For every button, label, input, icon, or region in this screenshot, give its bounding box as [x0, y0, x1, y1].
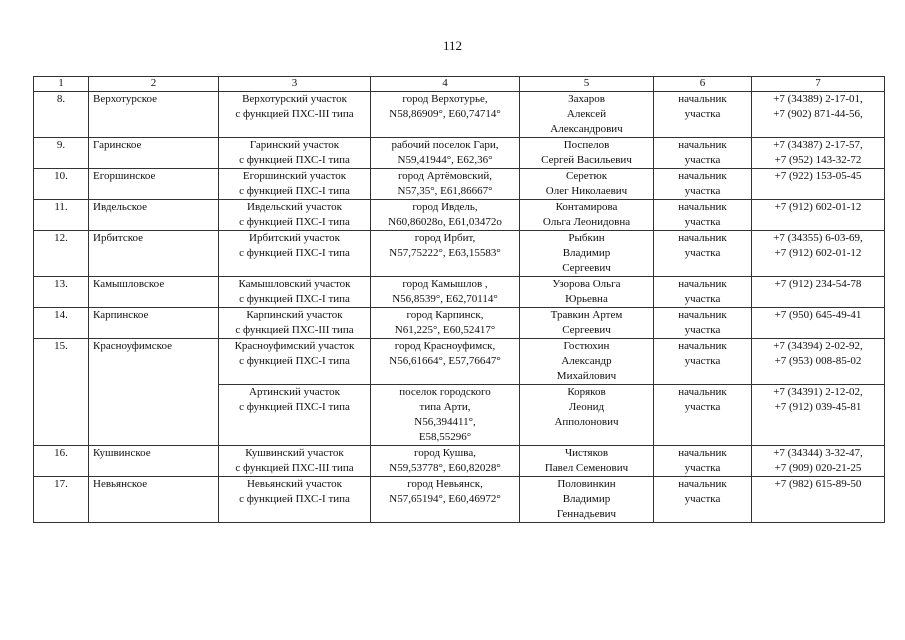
location-cell-line: город Ивдель, — [412, 201, 478, 213]
phone-cell-line: +7 (902) 871-44-56, — [773, 108, 863, 120]
unit-cell-line: с функцией ПХС-I типа — [239, 185, 350, 197]
unit-cell-line: с функцией ПХС-III типа — [235, 108, 354, 120]
district-cell: Карпинское — [89, 308, 219, 339]
person-cell-line: Сергеевич — [562, 324, 611, 336]
phone-cell-line: +7 (34391) 2-12-02, — [773, 386, 863, 398]
unit-cell — [219, 385, 371, 446]
person-cell-line: Александр — [561, 355, 612, 367]
table-row — [34, 138, 885, 169]
row-number-cell: 10. — [34, 169, 89, 200]
phone-cell-line: +7 (909) 020-21-25 — [774, 462, 862, 474]
location-cell-line: N56,8539°, E62,70114° — [392, 293, 498, 305]
person-cell-line: Александрович — [550, 123, 623, 135]
position-cell-line: участка — [684, 462, 721, 474]
unit-cell-line: Ивдельский участок — [247, 201, 342, 213]
position-cell-line: участка — [684, 355, 721, 367]
location-cell-line: N61,225°, E60,52417° — [394, 324, 496, 336]
unit-cell-line: Красноуфимский участок — [234, 340, 355, 352]
table-row — [34, 200, 885, 231]
phone-cell-line: +7 (34394) 2-02-92, — [773, 340, 863, 352]
location-cell-line: N59,53778°, E60,82028° — [389, 462, 501, 474]
person-cell — [520, 200, 654, 231]
phone-cell-line: +7 (982) 615-89-50 — [774, 478, 862, 490]
district-cell: Верхотурское — [89, 92, 219, 138]
person-cell-line: Чистяков — [564, 447, 609, 459]
location-cell-line: N57,35°, E61,86667° — [397, 185, 493, 197]
phone-cell — [752, 169, 885, 200]
person-cell-line: Узорова Ольга — [552, 278, 621, 290]
phone-cell — [752, 277, 885, 308]
location-cell-line: город Артёмовский, — [397, 170, 493, 182]
page-number: 112 — [442, 38, 463, 53]
phone-cell-line: +7 (922) 153-05-45 — [774, 170, 862, 182]
unit-cell-line: Кушвинский участок — [245, 447, 344, 459]
table-row — [34, 277, 885, 308]
table-row — [34, 446, 885, 477]
person-cell-line: Владимир — [562, 247, 611, 259]
district-cell: Егоршинское — [89, 169, 219, 200]
unit-cell-line: с функцией ПХС-I типа — [239, 493, 350, 505]
person-cell — [520, 138, 654, 169]
position-cell-line: начальник — [678, 139, 727, 151]
unit-cell-line: с функцией ПХС-I типа — [239, 154, 350, 166]
row-number-cell: 14. — [34, 308, 89, 339]
phone-cell — [752, 446, 885, 477]
location-cell — [371, 277, 520, 308]
person-cell-line: Сергей Васильевич — [541, 154, 632, 166]
phone-cell-line: +7 (912) 602-01-12 — [774, 247, 862, 259]
person-cell — [520, 308, 654, 339]
table-row — [34, 169, 885, 200]
district-cell: Гаринское — [89, 138, 219, 169]
phone-cell-line: +7 (912) 602-01-12 — [774, 201, 862, 213]
person-cell-line: Ольга Леонидовна — [542, 216, 631, 228]
district-cell: Невьянское — [89, 477, 219, 523]
position-cell — [654, 138, 752, 169]
person-cell-line: Серетюк — [565, 170, 608, 182]
person-cell — [520, 169, 654, 200]
position-cell-line: начальник — [678, 340, 727, 352]
person-cell-line: Владимир — [562, 493, 611, 505]
person-cell — [520, 277, 654, 308]
position-cell — [654, 446, 752, 477]
unit-cell — [219, 477, 371, 523]
unit-cell-line: Карпинский участок — [246, 309, 343, 321]
location-cell-line: город Красноуфимск, — [394, 340, 496, 352]
position-cell-line: начальник — [678, 478, 727, 490]
unit-cell — [219, 446, 371, 477]
row-number-cell: 12. — [34, 231, 89, 277]
phone-cell-line: +7 (34389) 2-17-01, — [773, 93, 863, 105]
person-cell-line: Гостюхин — [563, 340, 610, 352]
location-cell-line: город Кушва, — [414, 447, 476, 459]
header-cell: 1 — [34, 77, 89, 92]
person-cell — [520, 231, 654, 277]
location-cell — [371, 92, 520, 138]
district-cell: Красноуфимское — [89, 339, 219, 446]
position-cell — [654, 200, 752, 231]
unit-cell-line: с функцией ПХС-I типа — [239, 216, 350, 228]
table-row — [34, 231, 885, 277]
position-cell-line: начальник — [678, 201, 727, 213]
position-cell-line: участка — [684, 108, 721, 120]
phone-cell — [752, 477, 885, 523]
position-cell-line: участка — [684, 247, 721, 259]
table-row — [34, 477, 885, 523]
unit-cell-line: с функцией ПХС-III типа — [235, 324, 354, 336]
unit-cell-line: Камышловский участок — [238, 278, 351, 290]
location-cell — [371, 138, 520, 169]
position-cell-line: начальник — [678, 386, 727, 398]
phone-cell — [752, 308, 885, 339]
header-cell: 2 — [89, 77, 219, 92]
location-cell — [371, 385, 520, 446]
person-cell-line: Сергеевич — [562, 262, 611, 274]
row-number-cell: 8. — [34, 92, 89, 138]
person-cell-line: Травкин Артем — [550, 309, 623, 321]
district-cell: Ивдельское — [89, 200, 219, 231]
position-cell-line: участка — [684, 216, 721, 228]
header-cell: 5 — [520, 77, 654, 92]
location-cell-line: город Ирбит, — [414, 232, 476, 244]
district-cell: Ирбитское — [89, 231, 219, 277]
location-cell-line: город Верхотурье, — [402, 93, 488, 105]
person-cell-line: Коряков — [567, 386, 606, 398]
person-cell — [520, 477, 654, 523]
person-cell-line: Леонид — [568, 401, 605, 413]
position-cell-line: участка — [684, 324, 721, 336]
location-cell-line: рабочий поселок Гари, — [391, 139, 499, 151]
table-row — [34, 92, 885, 138]
location-cell-line: N58,86909°, E60,74714° — [389, 108, 501, 120]
unit-cell-line: Ирбитский участок — [249, 232, 340, 244]
table-row — [34, 339, 885, 385]
header-cell: 3 — [219, 77, 371, 92]
unit-cell-line: с функцией ПХС-I типа — [239, 293, 350, 305]
unit-cell — [219, 308, 371, 339]
row-number-cell: 9. — [34, 138, 89, 169]
phone-cell-line: +7 (34355) 6-03-69, — [773, 232, 863, 244]
location-cell-line: N57,75222°, E63,15583° — [389, 247, 501, 259]
phone-cell-line: +7 (912) 039-45-81 — [774, 401, 862, 413]
position-cell — [654, 169, 752, 200]
location-cell-line: город Карпинск, — [406, 309, 484, 321]
person-cell-line: Рыбкин — [568, 232, 605, 244]
person-cell-line: Алексей — [566, 108, 607, 120]
position-cell-line: начальник — [678, 447, 727, 459]
position-cell-line: участка — [684, 493, 721, 505]
unit-cell — [219, 169, 371, 200]
phone-cell-line: +7 (34344) 3-32-47, — [773, 447, 863, 459]
unit-cell-line: с функцией ПХС-I типа — [239, 355, 350, 367]
location-cell-line: N56,394411°, — [414, 416, 476, 428]
header-cell: 7 — [752, 77, 885, 92]
position-cell — [654, 92, 752, 138]
phone-cell-line: +7 (34387) 2-17-57, — [773, 139, 863, 151]
row-number-cell: 17. — [34, 477, 89, 523]
person-cell-line: Геннадьевич — [556, 508, 617, 520]
position-cell-line: участка — [684, 293, 721, 305]
unit-cell — [219, 200, 371, 231]
header-row — [34, 77, 885, 92]
person-cell-line: Юрьевна — [565, 293, 608, 305]
person-cell — [520, 339, 654, 385]
person-cell — [520, 385, 654, 446]
person-cell-line: Половинкин — [557, 478, 616, 490]
row-number-cell: 13. — [34, 277, 89, 308]
location-cell-line: N59,41944°, E62,36° — [397, 154, 493, 166]
location-cell — [371, 446, 520, 477]
location-cell — [371, 231, 520, 277]
position-cell-line: начальник — [678, 278, 727, 290]
person-cell-line: Михайлович — [556, 370, 617, 382]
position-cell — [654, 277, 752, 308]
phone-cell — [752, 138, 885, 169]
table-body — [34, 92, 885, 523]
location-cell-line: N56,61664°, E57,76647° — [389, 355, 501, 367]
location-cell — [371, 169, 520, 200]
location-cell-line: город Невьянск, — [407, 478, 483, 490]
unit-cell-line: Егоршинский участок — [242, 170, 347, 182]
position-cell-line: участка — [684, 154, 721, 166]
header-cell: 6 — [654, 77, 752, 92]
person-cell-line: Олег Николаевич — [545, 185, 628, 197]
phone-cell — [752, 231, 885, 277]
location-cell-line: N57,65194°, E60,46972° — [389, 493, 501, 505]
phone-cell — [752, 385, 885, 446]
district-cell: Кушвинское — [89, 446, 219, 477]
position-cell — [654, 231, 752, 277]
location-cell — [371, 308, 520, 339]
person-cell-line: Апполонович — [554, 416, 619, 428]
person-cell — [520, 92, 654, 138]
position-cell-line: начальник — [678, 170, 727, 182]
row-number-cell: 16. — [34, 446, 89, 477]
unit-cell-line: Верхотурский участок — [242, 93, 347, 105]
phone-cell-line: +7 (952) 143-32-72 — [774, 154, 862, 166]
unit-cell-line: Невьянский участок — [246, 478, 343, 490]
position-cell — [654, 385, 752, 446]
unit-cell-line: с функцией ПХС-III типа — [235, 462, 354, 474]
unit-cell — [219, 92, 371, 138]
unit-cell — [219, 231, 371, 277]
position-cell-line: начальник — [678, 232, 727, 244]
forestry-table — [33, 76, 885, 523]
unit-cell — [219, 339, 371, 385]
person-cell-line: Контамирова — [555, 201, 618, 213]
position-cell — [654, 308, 752, 339]
unit-cell-line: с функцией ПХС-I типа — [239, 247, 350, 259]
phone-cell-line: +7 (953) 008-85-02 — [774, 355, 862, 367]
unit-cell — [219, 138, 371, 169]
person-cell-line: Поспелов — [563, 139, 610, 151]
district-cell: Камышловское — [89, 277, 219, 308]
row-number-cell: 11. — [34, 200, 89, 231]
location-cell-line: типа Арти, — [419, 401, 471, 413]
location-cell — [371, 339, 520, 385]
position-cell-line: участка — [684, 401, 721, 413]
header-cell: 4 — [371, 77, 520, 92]
unit-cell-line: Артинский участок — [249, 386, 340, 398]
person-cell-line: Захаров — [568, 93, 605, 105]
location-cell-line: E58,55296° — [418, 431, 472, 443]
phone-cell-line: +7 (950) 645-49-41 — [774, 309, 862, 321]
phone-cell-line: +7 (912) 234-54-78 — [774, 278, 862, 290]
location-cell — [371, 477, 520, 523]
phone-cell — [752, 200, 885, 231]
unit-cell-line: Гаринский участок — [249, 139, 340, 151]
location-cell — [371, 200, 520, 231]
position-cell — [654, 339, 752, 385]
phone-cell — [752, 92, 885, 138]
position-cell-line: участка — [684, 185, 721, 197]
unit-cell-line: с функцией ПХС-I типа — [239, 401, 350, 413]
position-cell-line: начальник — [678, 93, 727, 105]
location-cell-line: город Камышлов , — [402, 278, 488, 290]
phone-cell — [752, 339, 885, 385]
location-cell-line: N60,86028о, E61,03472о — [388, 216, 502, 228]
position-cell — [654, 477, 752, 523]
table-row — [34, 308, 885, 339]
person-cell — [520, 446, 654, 477]
position-cell-line: начальник — [678, 309, 727, 321]
person-cell-line: Павел Семенович — [544, 462, 629, 474]
unit-cell — [219, 277, 371, 308]
row-number-cell: 15. — [34, 339, 89, 446]
location-cell-line: поселок городского — [399, 386, 491, 398]
